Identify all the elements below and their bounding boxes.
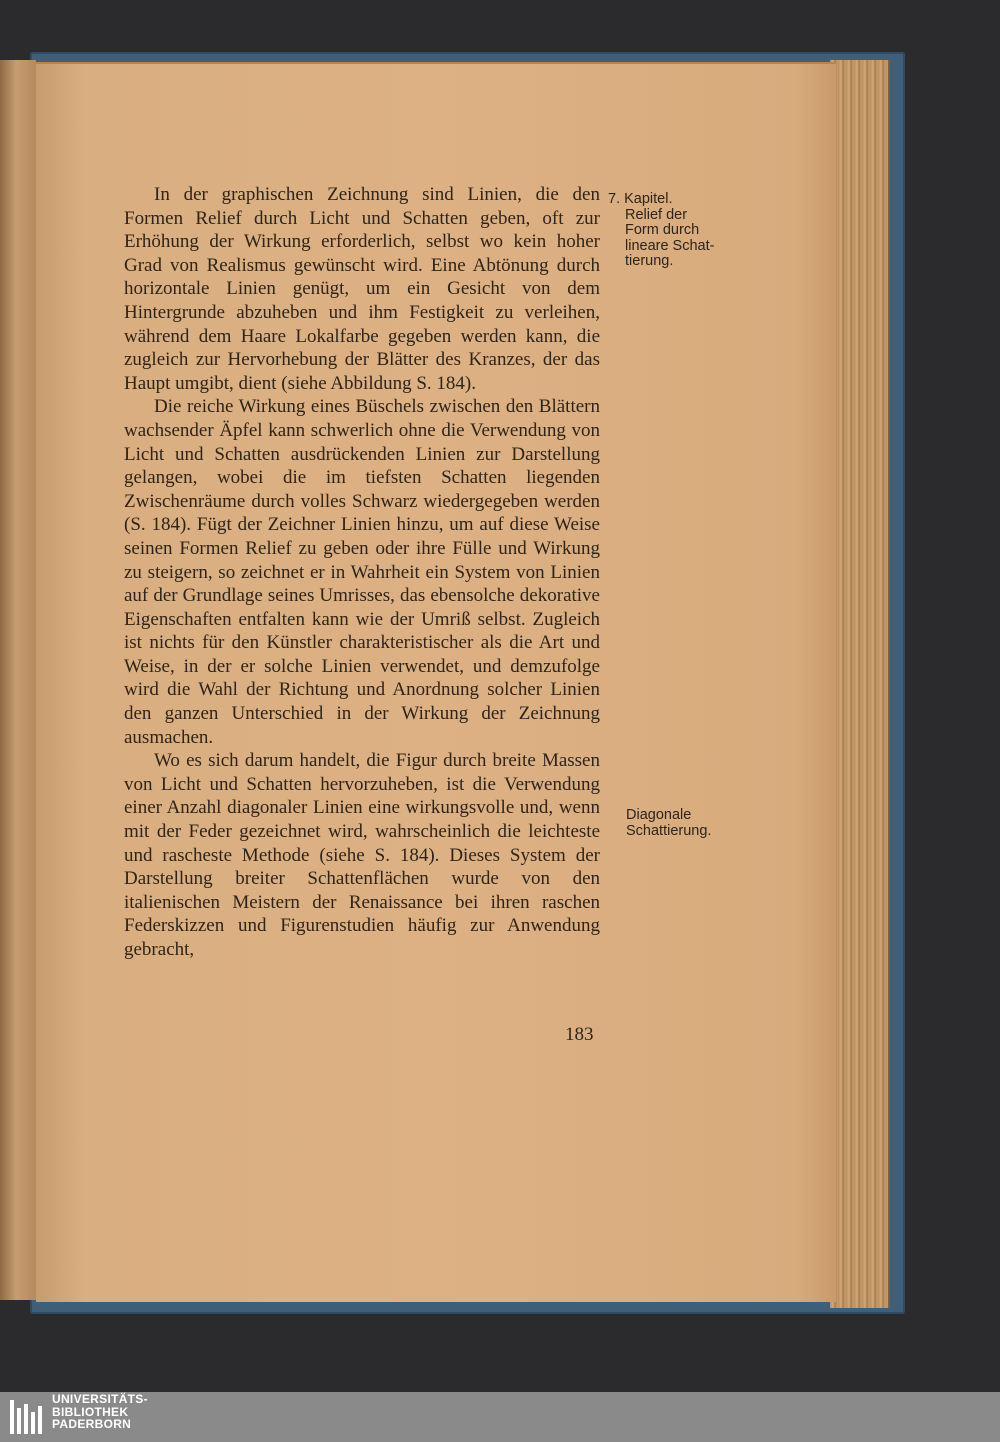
page-stack-edge	[830, 60, 890, 1308]
page-number: 183	[565, 1024, 594, 1045]
library-logo-icon	[10, 1400, 44, 1434]
library-name-line: PADERBORN	[52, 1417, 132, 1431]
facing-page-edge	[0, 60, 36, 1300]
margin-note-line: Schattierung.	[626, 822, 712, 839]
paragraph-3: Wo es sich darum handelt, die Figur durch breite Massen von Licht und Schatten hervorzuheben, ist die Verwendung einer Anzahl diagonaler Linien eine wirkungsvolle und, wenn mit der Feder gezeichnet wird, wahrscheinlich die leichteste und rascheste Methode (siehe S. 184). Dieses System der Darstellung breiter Schattenflächen wurde von den italienischen Meistern der Renaissance bei ihren raschen Federskizzen und Figurenstudien häufig zur Anwendung gebracht,	[124, 750, 600, 960]
library-name-line: UNIVERSITÄTS-	[52, 1392, 148, 1406]
paragraph-2: Die reiche Wirkung eines Büschels zwischen den Blättern wachsender Äpfel kann schwerlich ohne die Verwendung von Licht und Schatten ausdrückenden Linien zur Darstellung gelangen, wobei die im tiefsten Schatten liegenden Zwischenräume durch volles Schwarz wiedergegeben werden (S. 184). Fügt der Zeichner Linien hinzu, um auf diese Weise seinen Formen Relief zu geben oder ihre Fülle und Wirkung zu steigern, so zeichnet er in Wahrheit ein System von Linien auf der Grundlage seines Umrisses, das ebensolche dekorative Eigenschaften entfalten kann wie der Umriß selbst. Zugleich ist nichts für den Künstler charakteristischer als die Art und Weise, in der er solche Linien verwendet, und demzufolge wird die Wahl der Richtung und Anordnung solcher Linien den ganzen Unterschied in der Wirkung der Zeichnung ausmachen.	[124, 396, 600, 748]
library-footer	[0, 1392, 1000, 1442]
margin-note-chapter	[608, 192, 728, 270]
body-text	[124, 183, 600, 962]
margin-note-line: lineare Schat-	[625, 237, 715, 254]
margin-note-line: Diagonale	[626, 807, 692, 823]
paragraph-1: In der graphischen Zeichnung sind Linien, die den Formen Relief durch Licht und Schatten geben, oft zur Erhöhung der Wirkung erforderlich, selbst wo kein hoher Grad von Realismus gewünscht wird. Eine Abtönung durch horizontale Linien genügt, um ein Gesicht von dem Hintergrunde abzuheben und ihm Festigkeit zu verleihen, während dem Haare Lokalfarbe gegeben werden kann, die zugleich zur Hervorhebung der Blätter des Kranzes, der das Haupt umgibt, dient (siehe Abbildung S. 184).	[124, 184, 600, 394]
margin-note-diagonal	[626, 808, 736, 839]
margin-note-line: Form durch	[625, 222, 700, 238]
margin-note-line: tierung.	[625, 253, 674, 269]
library-name-line: BIBLIOTHEK	[52, 1404, 129, 1419]
margin-note-chapter-label: 7. Kapitel.	[608, 191, 673, 207]
margin-note-line: Relief der	[625, 206, 688, 223]
library-name	[52, 1393, 148, 1431]
